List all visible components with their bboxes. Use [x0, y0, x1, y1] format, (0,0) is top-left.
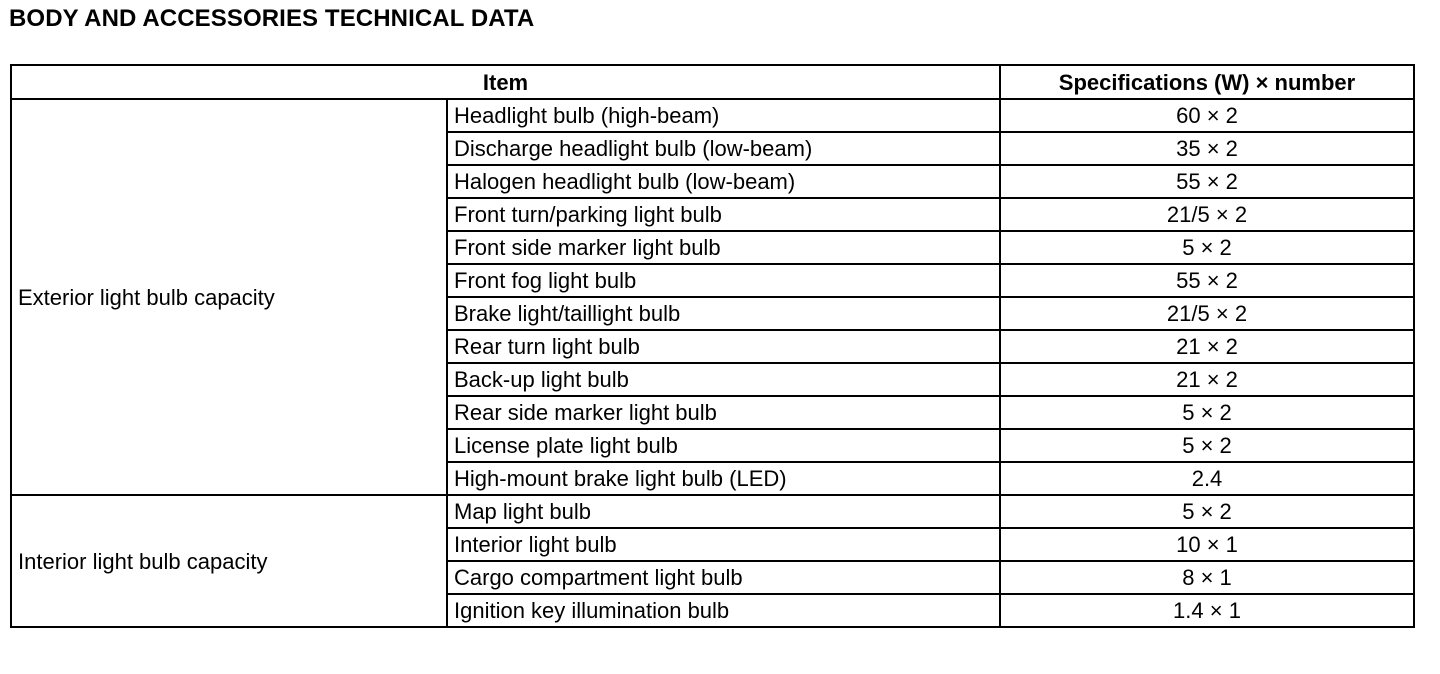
item-name: Discharge headlight bulb (low-beam)	[447, 132, 1000, 165]
item-spec: 5 × 2	[1000, 429, 1414, 462]
item-name: License plate light bulb	[447, 429, 1000, 462]
item-spec: 55 × 2	[1000, 165, 1414, 198]
table-row	[11, 99, 1414, 132]
item-spec: 21 × 2	[1000, 363, 1414, 396]
item-column-header: Item	[11, 65, 1000, 99]
group-label-exterior: Exterior light bulb capacity	[11, 99, 447, 495]
spec-column-header: Specifications (W) × number	[1000, 65, 1414, 99]
table-row	[11, 495, 1414, 528]
item-name: Halogen headlight bulb (low-beam)	[447, 165, 1000, 198]
item-name: Headlight bulb (high-beam)	[447, 99, 1000, 132]
item-name: High-mount brake light bulb (LED)	[447, 462, 1000, 495]
item-name: Ignition key illumination bulb	[447, 594, 1000, 627]
item-name: Interior light bulb	[447, 528, 1000, 561]
item-name: Front side marker light bulb	[447, 231, 1000, 264]
item-name: Map light bulb	[447, 495, 1000, 528]
table-header-row	[11, 65, 1414, 99]
item-spec: 8 × 1	[1000, 561, 1414, 594]
item-spec: 21/5 × 2	[1000, 297, 1414, 330]
item-name: Rear side marker light bulb	[447, 396, 1000, 429]
item-name: Cargo compartment light bulb	[447, 561, 1000, 594]
item-spec: 1.4 × 1	[1000, 594, 1414, 627]
item-spec: 35 × 2	[1000, 132, 1414, 165]
item-spec: 2.4	[1000, 462, 1414, 495]
item-spec: 5 × 2	[1000, 231, 1414, 264]
item-spec: 5 × 2	[1000, 495, 1414, 528]
item-name: Back-up light bulb	[447, 363, 1000, 396]
page-title: BODY AND ACCESSORIES TECHNICAL DATA	[9, 5, 535, 32]
group-label-interior: Interior light bulb capacity	[11, 495, 447, 627]
item-spec: 60 × 2	[1000, 99, 1414, 132]
item-spec: 21 × 2	[1000, 330, 1414, 363]
item-name: Front turn/parking light bulb	[447, 198, 1000, 231]
item-spec: 5 × 2	[1000, 396, 1414, 429]
item-name: Brake light/taillight bulb	[447, 297, 1000, 330]
item-name: Front fog light bulb	[447, 264, 1000, 297]
item-spec: 21/5 × 2	[1000, 198, 1414, 231]
item-name: Rear turn light bulb	[447, 330, 1000, 363]
technical-data-table	[10, 64, 1415, 628]
item-spec: 55 × 2	[1000, 264, 1414, 297]
item-spec: 10 × 1	[1000, 528, 1414, 561]
